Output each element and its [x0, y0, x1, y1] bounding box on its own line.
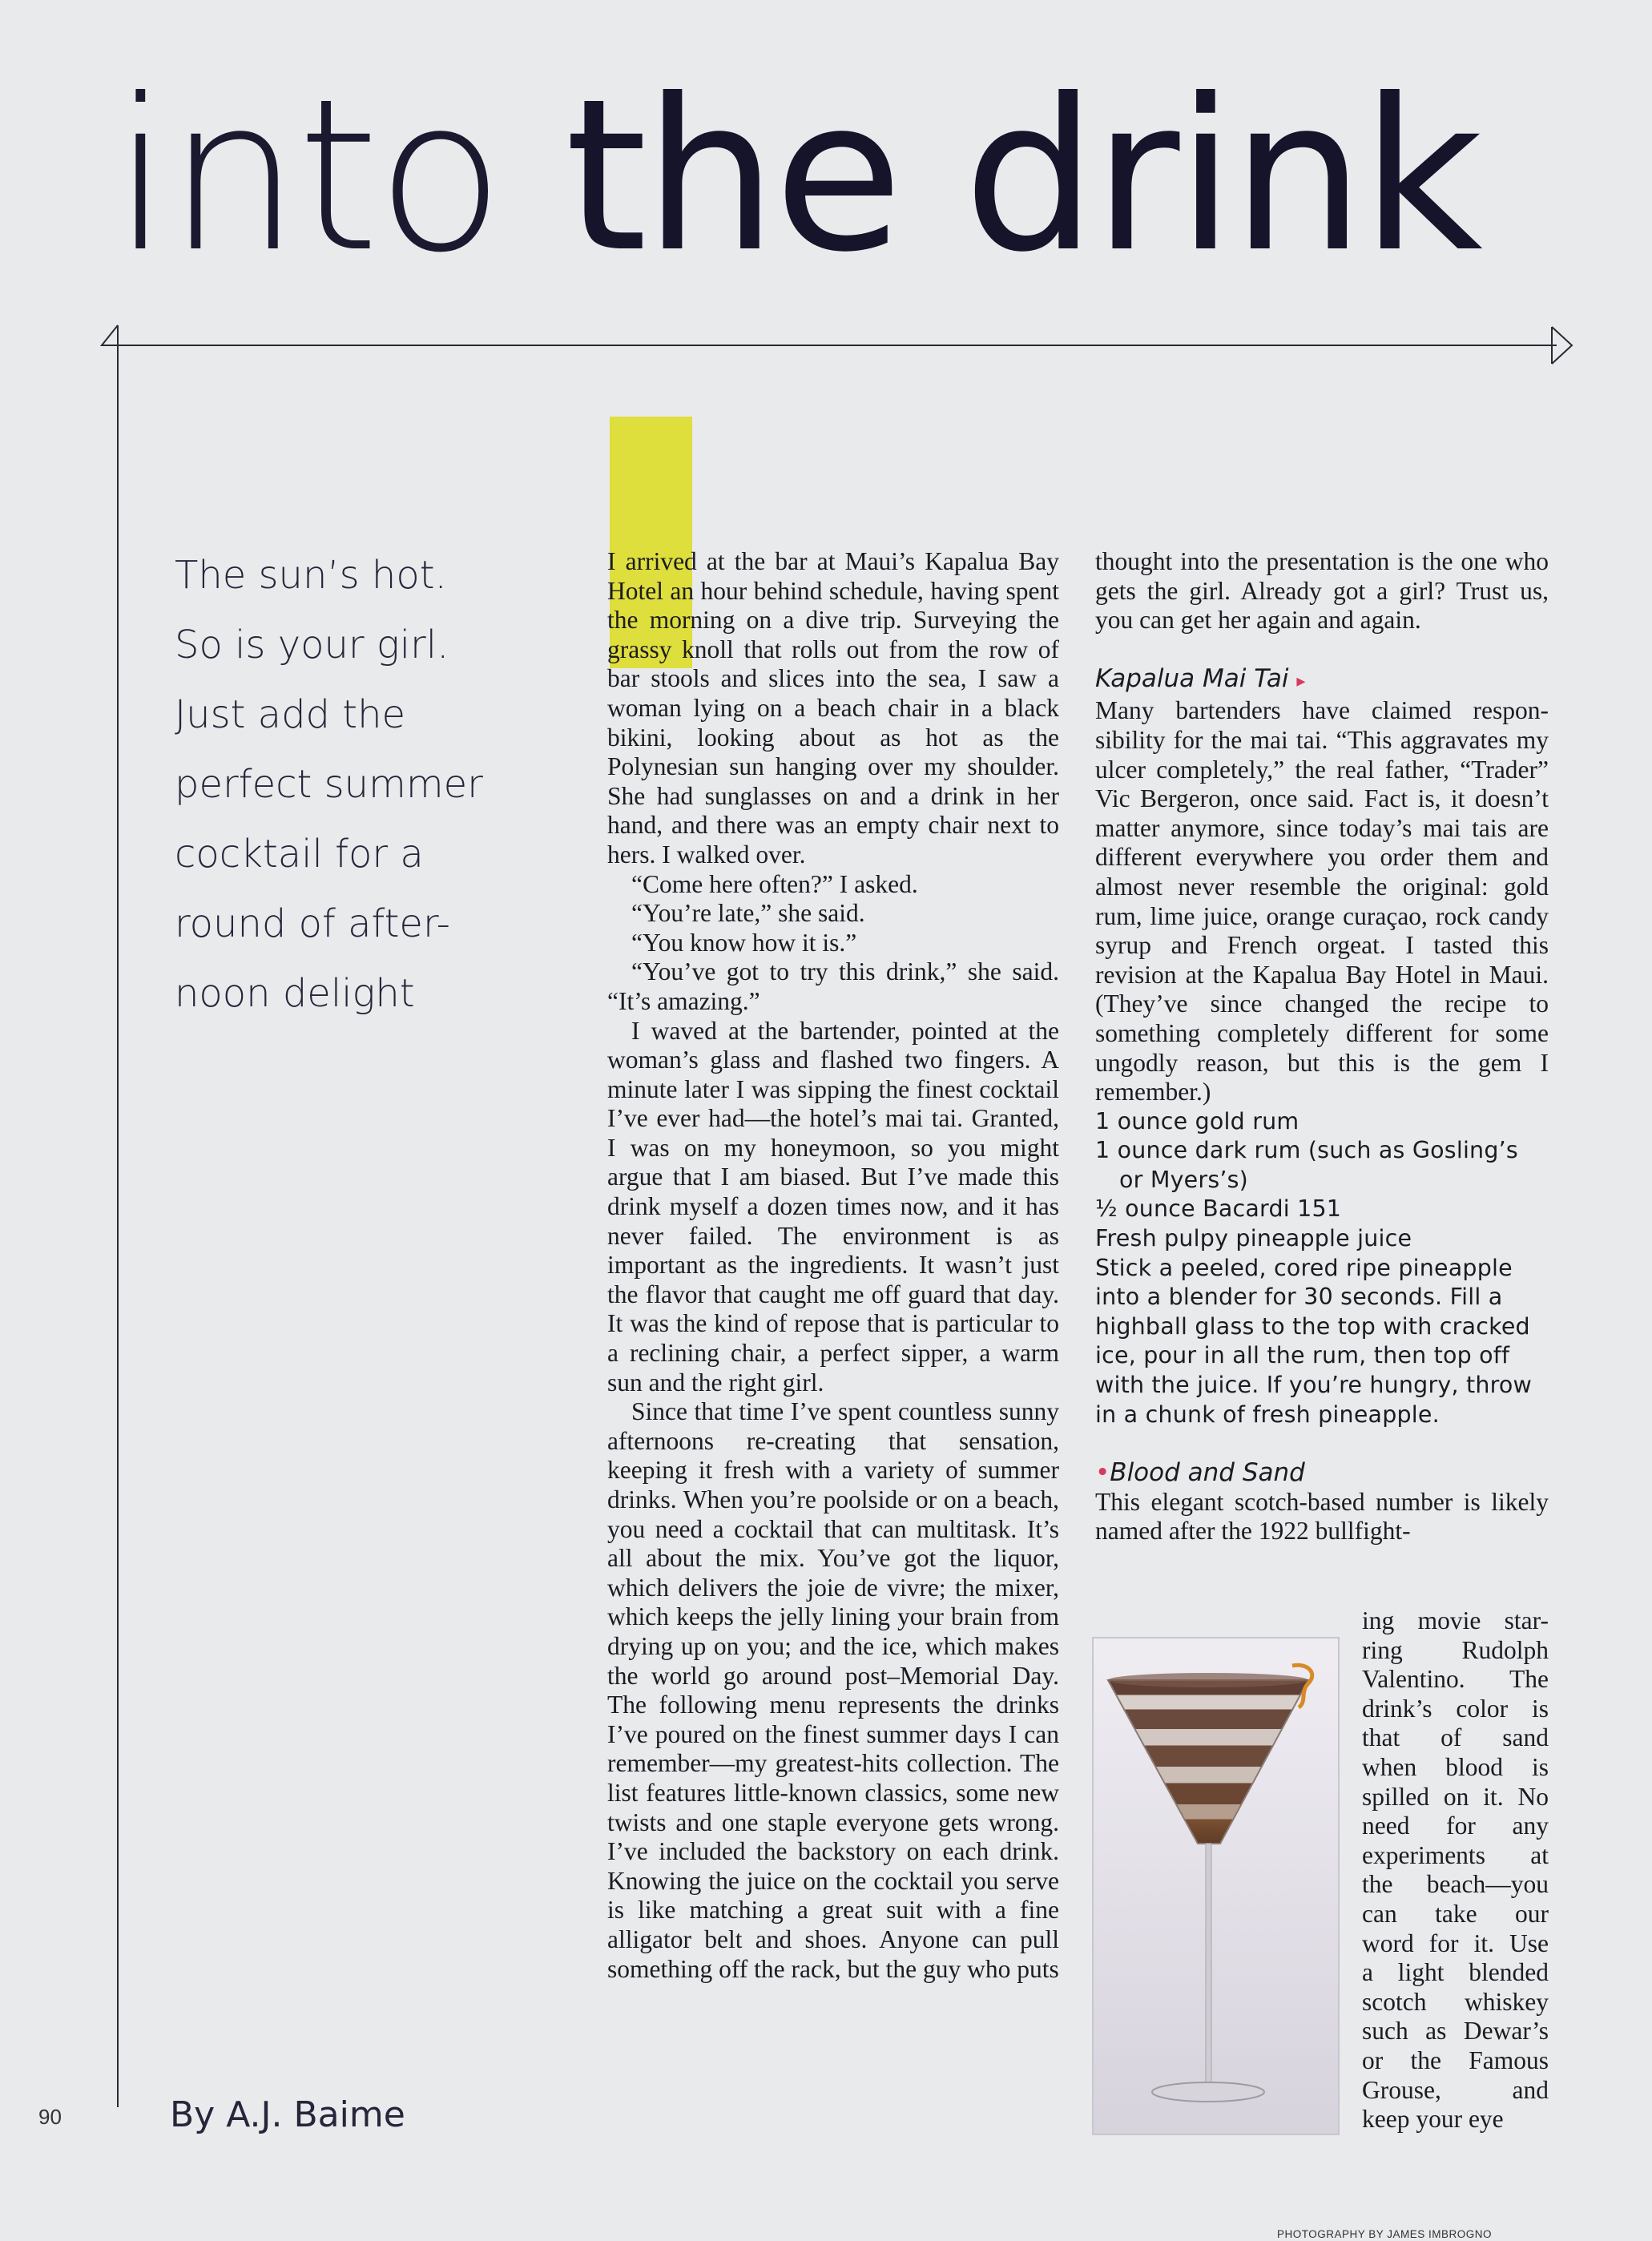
recipe-intro: This elegant scotch-based number is likely named after the 1922 bullfight-: [1095, 1487, 1549, 1546]
headline-bold: the drink: [565, 54, 1481, 298]
deck-line: So is your girl.: [175, 623, 449, 667]
deck-text: [175, 541, 511, 1029]
byline: By A.J. Baime: [170, 2094, 405, 2135]
deck-line: perfect summer: [175, 762, 483, 807]
text-line: Grouse, and: [1362, 2075, 1549, 2104]
text-line: spilled on it. No: [1362, 1782, 1549, 1811]
text-line: or the Famous: [1362, 2046, 1549, 2074]
left-arrowhead: [102, 325, 118, 345]
bullet-marker-icon: •: [1095, 1458, 1110, 1488]
page-number: 90: [38, 2105, 62, 2129]
paragraph: “You know how it is.”: [631, 928, 857, 957]
wrapped-text: [1362, 1606, 1549, 2134]
ingredient: Fresh pulpy pineapple juice: [1095, 1225, 1412, 1252]
triangle-marker-icon: ▸: [1296, 671, 1306, 691]
paragraph: thought into the presentation is the one who gets the girl. Already got a girl? Trust us, you can get her again and again.: [1095, 547, 1549, 635]
text-line: word for it. Use: [1362, 1929, 1549, 1957]
ingredient: 1 ounce gold rum: [1095, 1107, 1299, 1135]
martini-glass-icon: [1094, 1638, 1338, 2134]
text-line: experiments at: [1362, 1840, 1549, 1869]
recipe-title-text: Blood and Sand: [1110, 1458, 1305, 1488]
text-line: a light blended: [1362, 1958, 1549, 1987]
deck-line: Just add the: [175, 692, 406, 737]
text-line: ring Rudolph: [1362, 1635, 1549, 1664]
paragraph: “You’ve got to try this drink,” she said. “It’s amazing.”: [607, 957, 1059, 1015]
text-line: scotch whiskey: [1362, 1987, 1549, 2016]
ingredient: ½ ounce Bacardi 151: [1095, 1195, 1342, 1223]
paragraph: I waved at the bartender, pointed at the woman’s glass and flashed two fingers. A minute later I was sipping the finest cocktail I’ve ever had—the hotel’s mai tai. Granted, I was on my honeymoon, so you might argue that I am biased. But I’ve made this drink myself a dozen times now, and it has never failed. The environment is as important as the ingredients. It wasn’t just the flavor that caught me off guard that day. It was the kind of repose that is particular to a reclining chair, a perfect sipper, a warm sun and the right girl.: [607, 1016, 1059, 1397]
paragraph: I arrived at the bar at Maui’s Kapalua Bay Hotel an hour behind schedule, having spent the morning on a dive trip. Surveying the grassy knoll that rolls out from the row of bar stools and slices into the sea, I saw a woman lying on a beach chair in a black bikini, looking about as hot as the Polynesian sun hanging over my shoulder. She had sunglasses on and a drink in her hand, and there was an empty chair next to hers. I walked over.: [607, 547, 1059, 869]
recipe-method: Stick a peeled, cored ripe pineapple into a blender for 30 seconds. Fill a highball glass to the top with cracked ice, pour in all the rum, then top off with the juice. If you’re hungry, throw in a chunk of fresh pineapple.: [1095, 1254, 1533, 1428]
text-line: ing movie star-: [1362, 1606, 1549, 1634]
deck-line: round of after-: [175, 901, 450, 946]
paragraph: “You’re late,” she said.: [631, 899, 865, 928]
cocktail-photo: [1092, 1637, 1340, 2135]
paragraph: “Come here often?” I asked.: [631, 869, 918, 898]
text-line: need for any: [1362, 1812, 1549, 1840]
text-line: keep your eye: [1362, 2105, 1504, 2134]
recipe-title-mai-tai: [1095, 664, 1549, 697]
photo-credit: PHOTOGRAPHY BY JAMES IMBROGNO: [1277, 2228, 1493, 2240]
deck-line: noon delight: [175, 971, 415, 1016]
body-column-2: [1095, 547, 1549, 1546]
deck-line: cocktail for a: [175, 832, 424, 877]
headline-light: into: [112, 54, 566, 298]
body-column-1: [607, 547, 1059, 1984]
text-line: drink’s color is: [1362, 1694, 1549, 1723]
recipe-title-blood-and-sand: [1095, 1458, 1549, 1488]
text-line: Valentino. The: [1362, 1665, 1549, 1694]
ingredient: 1 ounce dark rum (such as Gosling’s or Myers’s): [1095, 1137, 1518, 1193]
recipe-intro: Many bartenders have claimed responsibility for the mai tai. “This aggravates my ulcer completely,” the real father, “Trader” Vic Bergeron, once said. Fact is, it doesn’t matter anymore, since today’s mai tais are different everywhere you order them and almost never resemble the original: gold rum, lime juice, orange curaçao, rock candy syrup and French orgeat. I tasted this revision at the Kapalua Bay Hotel in Maui. (They’ve since changed the recipe to something completely different for some ungodly reason, but this is the gem I remember.): [1095, 696, 1549, 1106]
paragraph: Since that time I’ve spent countless sunny afternoons re-creating that sensation, keeping it fresh with a variety of summer drinks. When you’re poolside or on a beach, you need a cocktail that can multitask. It’s all about the mix. You’ve got the liquor, which delivers the joie de vivre; the mixer, which keeps the jelly lining your brain from drying up on you; and the ice, which makes the world go around post–Memorial Day. The following menu represents the drinks I’ve poured on the finest summer days I can remember—my greatest-hits collection. The list features little-known classics, some new twists and one staple everyone gets wrong. I’ve included the backstory on each drink. Knowing the juice on the cocktail you serve is like matching a great suit with a fine alligator belt and shoes. Anyone can pull something off the rack, but the guy who puts: [607, 1397, 1059, 1983]
text-line: such as Dewar’s: [1362, 2017, 1549, 2046]
text-line: the beach—you: [1362, 1870, 1549, 1899]
text-line: can take our: [1362, 1899, 1549, 1928]
text-line: that of sand: [1362, 1723, 1549, 1752]
deck-line: The sun’s hot.: [175, 553, 447, 598]
text-line: when blood is: [1362, 1752, 1549, 1781]
recipe-title-text: Kapalua Mai Tai: [1095, 663, 1289, 693]
